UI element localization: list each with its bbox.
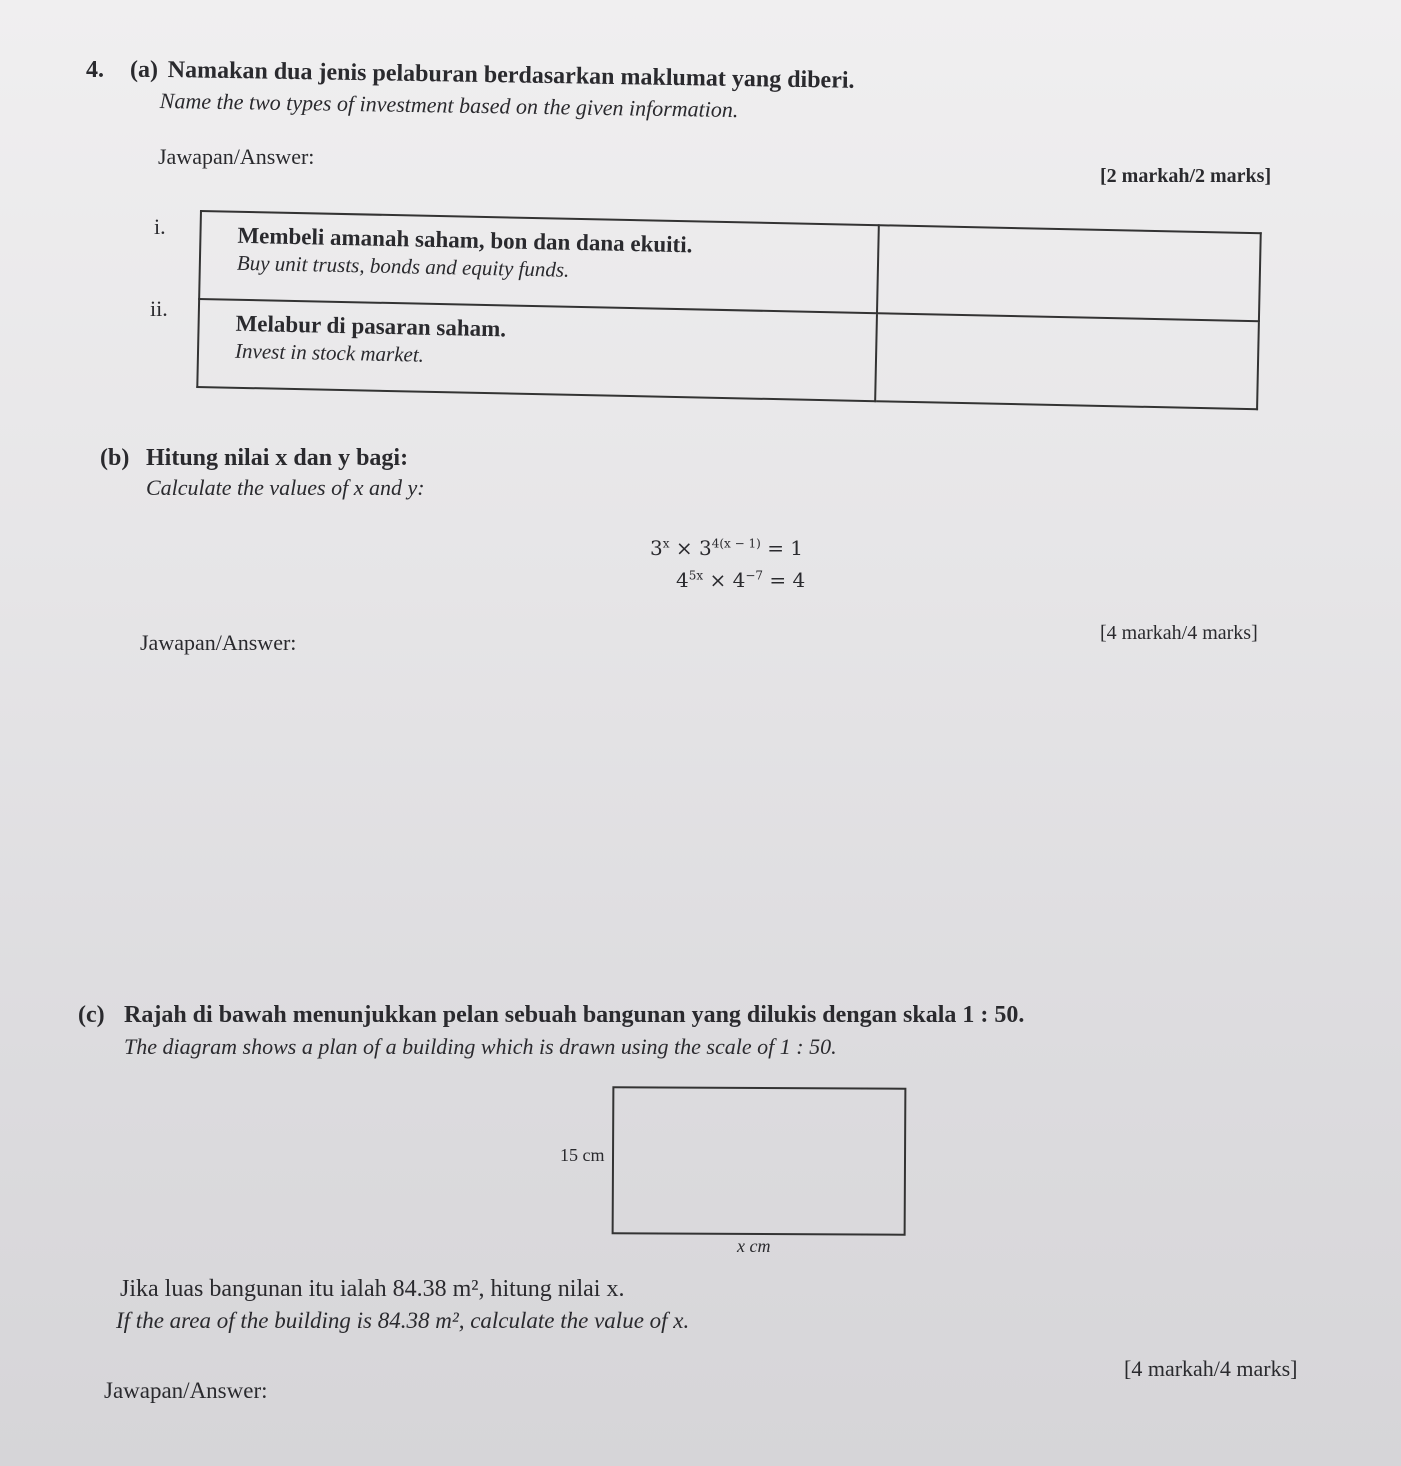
part-c-question-en: The diagram shows a plan of a building which is drawn using the scale of 1 : 50. [124, 1034, 837, 1059]
part-c-answer-label: Jawapan/Answer: [104, 1378, 268, 1403]
row-number-ii: ii. [150, 296, 168, 321]
part-c-follow-ms: Jika luas bangunan itu ialah 84.38 m², hitung nilai x. [120, 1276, 625, 1302]
part-a-marks: [2 markah/2 marks] [1100, 165, 1272, 187]
part-b-label: (b) [100, 445, 130, 471]
part-a-question-ms: Namakan dua jenis pelaburan berdasarkan maklumat yang diberi. [167, 57, 855, 94]
answer-cell[interactable] [875, 313, 1259, 409]
part-b-answer-label: Jawapan/Answer: [140, 630, 297, 655]
part-b-marks: [4 markah/4 marks] [1100, 622, 1258, 644]
height-label: 15 cm [560, 1145, 605, 1165]
part-c-marks: [4 markah/4 marks] [1124, 1356, 1298, 1381]
info-text-en: Buy unit trusts, bonds and equity funds. [236, 250, 570, 282]
part-a-label: (a) [130, 57, 158, 83]
investment-table [196, 210, 1261, 410]
part-b-question-ms: Hitung nilai x dan y bagi: [146, 445, 409, 471]
info-text-ms: Membeli amanah saham, bon dan dana ekuiti. [237, 222, 693, 258]
question-number: 4. [86, 57, 104, 83]
info-cell [199, 211, 879, 313]
part-b-question-en: Calculate the values of x and y: [146, 475, 425, 500]
equation-1: $3^x \times 3^{4(x - 1)} = 1$ [650, 536, 804, 560]
info-cell [197, 299, 877, 401]
row-number-i: i. [154, 214, 166, 239]
part-c-question-ms: Rajah di bawah menunjukkan pelan sebuah bangunan yang dilukis dengan skala 1 : 50. [124, 1002, 1025, 1028]
part-c-label: (c) [78, 1002, 105, 1028]
equation-2: $4^{5x} \times 4^{-7} = 4$ [676, 568, 806, 592]
building-plan-rectangle [612, 1086, 907, 1236]
info-text-ms: Melabur di pasaran saham. [235, 310, 507, 342]
part-a-question-en: Name the two types of investment based on the given information. [159, 88, 739, 123]
info-text-en: Invest in stock market. [234, 338, 425, 367]
part-a-answer-label: Jawapan/Answer: [158, 144, 315, 169]
part-c-follow-en: If the area of the building is 84.38 m², calculate the value of x. [116, 1308, 690, 1333]
answer-cell[interactable] [877, 225, 1261, 321]
width-label: x cm [737, 1236, 771, 1256]
